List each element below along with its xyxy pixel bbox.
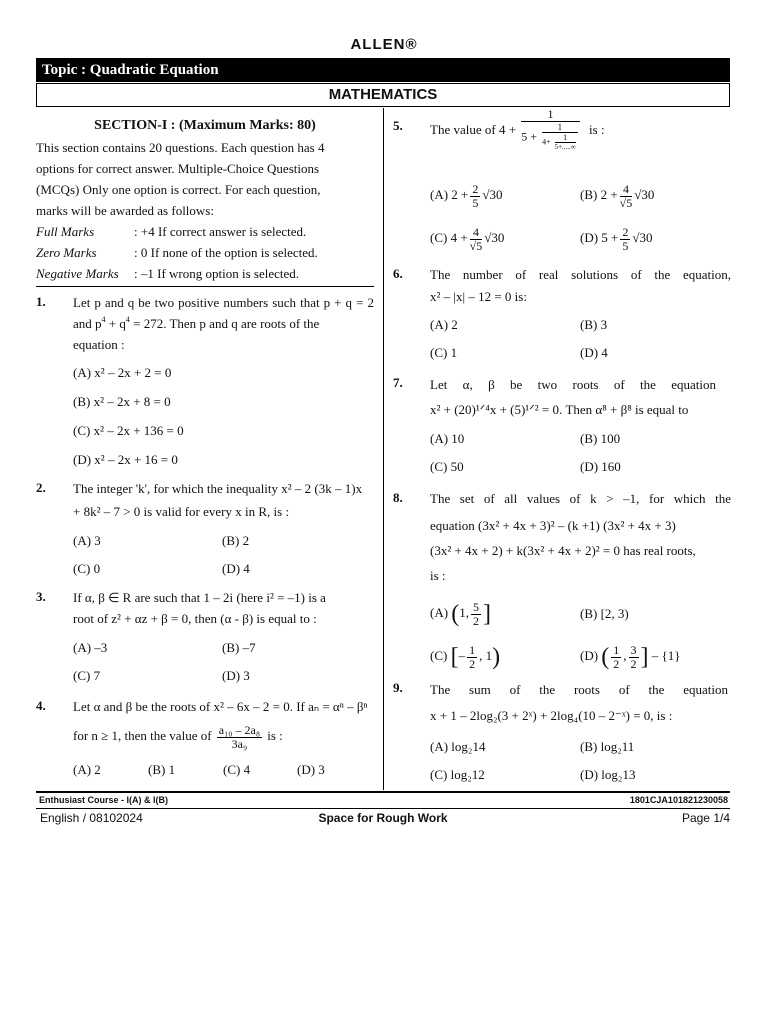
- q2-option-c[interactable]: (C) 0: [73, 561, 101, 576]
- section-title: SECTION-I : (Maximum Marks: 80): [94, 118, 316, 133]
- q7-option-a[interactable]: (A) 10: [430, 431, 465, 446]
- q2-line-2: + 8k² – 7 > 0 is valid for every x in R, is :: [73, 504, 290, 519]
- course-name: Enthusiast Course - I(A) & I(B): [39, 795, 169, 805]
- language-date: English / 08102024: [40, 811, 143, 825]
- q9-option-c[interactable]: (C) log₂12: [430, 767, 485, 782]
- q8-line-4: is :: [430, 568, 446, 583]
- q5-option-a[interactable]: (A) 2 + $\frac{2}{5}$ √30: [430, 181, 503, 210]
- q5-stem: The value of 4 + 1 5 + 1 4+ $\frac{1}{5+.....\infty}$ is :: [430, 107, 605, 151]
- q1-line-3: equation :: [73, 337, 125, 352]
- q3-option-b[interactable]: (B) –7: [222, 640, 256, 655]
- q4-number: 4.: [36, 698, 46, 713]
- q8-option-d[interactable]: (D) ( $\frac{1}{2}$ , $\frac{3}{2}$ ] – {1}: [580, 642, 681, 671]
- q7-number: 7.: [393, 375, 403, 390]
- q1-line-2: and $p^4 + q^4 = 272$. Then p and q are roots of the: [73, 315, 320, 331]
- q6-number: 6.: [393, 266, 403, 281]
- q6-option-d[interactable]: (D) 4: [580, 345, 608, 360]
- q9-line-2: x + 1 – 2log₂(3 + 2ˣ) + 2log₄(10 – 2⁻ˣ) = 0, is :: [430, 708, 673, 723]
- q7-option-b[interactable]: (B) 100: [580, 431, 621, 446]
- zero-marks-label: Zero Marks: [36, 245, 97, 260]
- bottom-line: [36, 811, 730, 827]
- page-number: Page 1/4: [681, 811, 730, 825]
- q3-option-a[interactable]: (A) –3: [73, 640, 108, 655]
- q1-option-c[interactable]: (C) x² – 2x + 136 = 0: [73, 423, 184, 438]
- section-rule: [36, 286, 374, 287]
- q6-option-b[interactable]: (B) 3: [580, 317, 608, 332]
- q3-option-c[interactable]: (C) 7: [73, 668, 101, 683]
- rough-work-label: Space for Rough Work: [318, 811, 448, 825]
- q7-option-c[interactable]: (C) 50: [430, 459, 464, 474]
- q2-number: 2.: [36, 480, 46, 495]
- q8-number: 8.: [393, 490, 403, 505]
- q1-option-d[interactable]: (D) x² – 2x + 16 = 0: [73, 452, 178, 467]
- q1-line-1: Let p and q be two positive numbers such that p + q = 2: [73, 295, 374, 310]
- footer-bar: [36, 791, 730, 809]
- q2-option-d[interactable]: (D) 4: [222, 561, 250, 576]
- q8-option-c[interactable]: (C) [– $\frac{1}{2}$ , 1): [430, 642, 501, 671]
- q2-option-b[interactable]: (B) 2: [222, 533, 250, 548]
- q8-line-3: (3x² + 4x + 2) + k(3x² + 4x + 2)² = 0 has real roots,: [430, 543, 696, 558]
- intro-line-1: This section contains 20 questions. Each question has 4: [36, 140, 325, 155]
- q4-fraction: $\frac{\text{a₁₀ – 2a₈}}{\text{3a₉}}$: [218, 722, 260, 751]
- brand-logo: ALLEN®: [350, 36, 418, 53]
- q2-option-a[interactable]: (A) 3: [73, 533, 101, 548]
- q5-option-b[interactable]: (B) 2 + $\frac{4}{√5}$ √30: [580, 181, 655, 210]
- q6-option-a[interactable]: (A) 2: [430, 317, 458, 332]
- paper-code: 1801CJA101821230058: [629, 795, 728, 805]
- q8-line-1: The set of all values of k > –1, for which the: [430, 491, 731, 506]
- q6-line-2: x² – |x| – 12 = 0 is:: [430, 289, 527, 304]
- q1-option-a[interactable]: (A) x² – 2x + 2 = 0: [73, 365, 172, 380]
- q9-number: 9.: [393, 680, 403, 695]
- q1-number: 1.: [36, 294, 46, 309]
- intro-line-3: (MCQs) Only one option is correct. For each question,: [36, 182, 321, 197]
- q7-line-2: x² + (20)¹ᐟ⁴x + (5)¹ᐟ² = 0. Then α⁸ + β⁸ is equal to: [430, 402, 689, 417]
- intro-line-2: options for correct answer. Multiple-Choice Questions: [36, 161, 320, 176]
- q4-option-c[interactable]: (C) 4: [223, 762, 251, 777]
- column-divider: [383, 108, 384, 790]
- q5-option-c[interactable]: (C) 4 + $\frac{4}{√5}$ √30: [430, 224, 505, 253]
- q8-line-2: equation (3x² + 4x + 3)² – (k +1) (3x² + 4x + 3): [430, 518, 676, 533]
- q8-option-a[interactable]: (A) (1, $\frac{5}{2}$ ]: [430, 599, 492, 628]
- q9-option-b[interactable]: (B) log₂11: [580, 739, 635, 754]
- zero-marks-value: : 0 If none of the option is selected.: [134, 245, 318, 260]
- q3-option-d[interactable]: (D) 3: [222, 668, 250, 683]
- q5-continued-fraction: 1 5 + 1 4+ $\frac{1}{5+.....\infty}$: [521, 108, 580, 152]
- q5-option-d[interactable]: (D) 5 + $\frac{2}{5}$ √30: [580, 224, 653, 253]
- q1-option-b[interactable]: (B) x² – 2x + 8 = 0: [73, 394, 171, 409]
- subject-title: MATHEMATICS: [36, 83, 730, 107]
- topic-bar: Topic : Quadratic Equation: [36, 58, 730, 82]
- q5-number: 5.: [393, 118, 403, 133]
- q9-option-d[interactable]: (D) log₂13: [580, 767, 636, 782]
- full-marks-label: Full Marks: [36, 224, 95, 239]
- q7-line-1: Let α, β be two roots of the equation: [430, 377, 716, 392]
- q3-number: 3.: [36, 589, 46, 604]
- full-marks-value: : +4 If correct answer is selected.: [134, 224, 307, 239]
- q3-line-1: If α, β ∈ R are such that 1 – 2i (here i² = –1) is a: [73, 590, 326, 605]
- q4-line-1: Let α and β be the roots of x² – 6x – 2 = 0. If aₙ = αⁿ – βⁿ: [73, 699, 368, 714]
- q8-option-b[interactable]: (B) [2, 3): [580, 606, 629, 621]
- q6-option-c[interactable]: (C) 1: [430, 345, 458, 360]
- q2-line-1: The integer 'k', for which the inequality x² – 2 (3k – 1)x: [73, 481, 363, 496]
- q4-option-a[interactable]: (A) 2: [73, 762, 101, 777]
- q7-option-d[interactable]: (D) 160: [580, 459, 621, 474]
- q4-option-b[interactable]: (B) 1: [148, 762, 176, 777]
- intro-line-4: marks will be awarded as follows:: [36, 203, 214, 218]
- negative-marks-value: : –1 If wrong option is selected.: [134, 266, 299, 281]
- q9-line-1: The sum of the roots of the equation: [430, 682, 728, 697]
- q4-line-2: for n ≥ 1, then the value of $\frac{\text{a₁₀ – 2a₈}}{\text{3a₉}}$ is :: [73, 722, 283, 751]
- q3-line-2: root of z² + αz + β = 0, then (α - β) is equal to :: [73, 611, 317, 626]
- q6-line-1: The number of real solutions of the equation,: [430, 267, 731, 282]
- negative-marks-label: Negative Marks: [36, 266, 119, 281]
- q4-option-d[interactable]: (D) 3: [297, 762, 325, 777]
- q9-option-a[interactable]: (A) log₂14: [430, 739, 486, 754]
